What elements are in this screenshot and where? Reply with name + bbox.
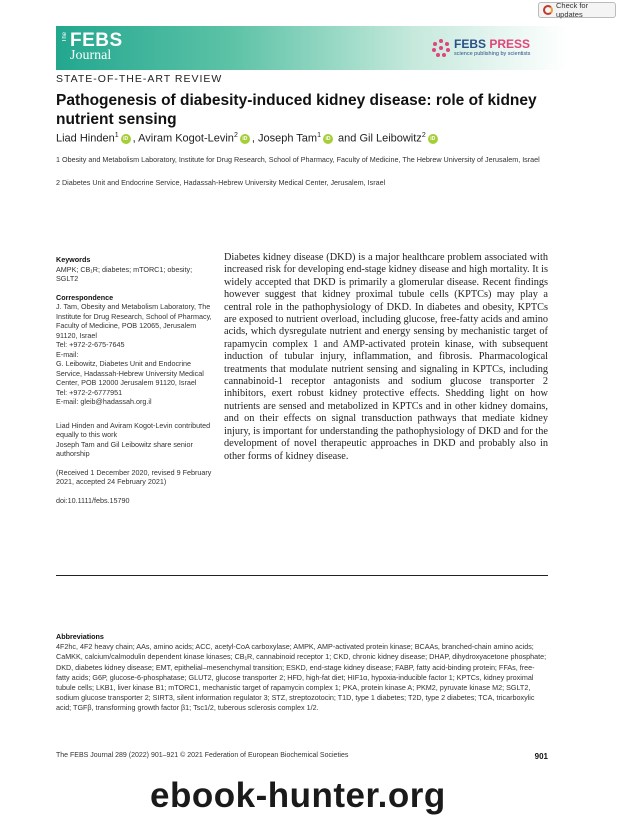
correspondence-email[interactable]: E-mail: gleib@hadassah.org.il [56,397,152,406]
section-divider [56,575,548,576]
page-footer [56,752,548,759]
correspondence-line: E-mail: [56,349,79,359]
page-number: 901 [534,752,548,761]
correspondence-line: J. Tam, Obesity and Metabolism Laboratory, The Institute for Drug Research, School of Pharmacy, Faculty of Medicine, POB 12065, Jerusalem 91120, Israel [56,302,212,340]
author-name: Liad Hinden [56,132,115,145]
author-name: Joseph Tam [257,132,318,145]
journal-name: FEBS [70,30,123,51]
journal-sub: Journal [70,48,112,63]
footer-citation: The FEBS Journal 289 (2022) 901–921 © 2021 Federation of European Biochemical Societies [56,752,349,759]
correspondence-label: Correspondence [56,292,114,302]
author-list: Liad Hinden$^1$ iD , Aviram Kogot-Levin$^2$ iD , Joseph Tam$^1$ iD and Gil Leibowitz$^2$ iD [56,132,440,145]
affiliation-2: 2 Diabetes Unit and Endocrine Service, Hadassah-Hebrew University Medical Center, Jerusalem, Israel [56,178,386,187]
febs-press-logo [432,36,552,62]
article-title: Pathogenesis of diabesity-induced kidney disease: role of kidney nutrient sensing [56,92,537,128]
crossmark-icon [543,5,553,15]
doi-link[interactable]: doi:10.1111/febs.15790 [56,495,130,505]
affiliation-1: 1 Obesity and Metabolism Laboratory, Institute for Drug Research, School of Pharmacy, Faculty of Medicine, The Hebrew University of Jerusalem, Israel [56,155,540,164]
author-name: Gil Leibowitz [359,132,422,145]
orcid-icon[interactable]: iD [240,134,250,144]
abbreviations-block [56,632,548,714]
check-for-updates-button[interactable] [538,2,616,18]
equal-contribution-note: Liad Hinden and Aviram Kogot-Levin contributed equally to this work [56,420,211,439]
senior-authorship-note: Joseph Tam and Gil Leibowitz share senior authorship [56,439,193,458]
abstract: Diabetes kidney disease (DKD) is a major healthcare problem associated with increased risk for developing end-stage kidney disease and high mortality. It is widely accepted that DKD is primarily a glomerular disease. Recent findings however suggest that kidney proximal tubule cells (KPTCs) may play a central role in the pathophysiology of DKD. In diabetes and obesity, KPTCs are exposed to nutrient overload, including glucose, free-fatty acids and amino acids, which dysregulate nutrient and energy sensing by mechanistic target of rapamycin complex 1 and AMP-activated protein kinase, with subsequent induction of tubular injury, inflammation, and fibrosis. Pharmacological treatments that modulate nutrient sensing and signaling in KPTCs, including cannabinoid-1 receptor antagonists and sodium glucose transporter 2 inhibitors, exert robust kidney protective effects. Shedding light on how nutrients are sensed and metabolized in KPTCs and in other kidney domains, and on their effects on signal transduction pathways that mediate kidney injury, is important for understanding the pathophysiology of DKD and for the development of novel therapeutic approaches in DKD and probably also in other forms of kidney disease. [224,252,548,462]
febs-press-name: FEBS PRESS [454,37,531,51]
article-type: STATE-OF-THE-ART REVIEW [56,73,223,85]
article-info-column [56,255,216,514]
orcid-icon[interactable]: iD [121,134,131,144]
abbreviations-text: 4F2hc, 4F2 heavy chain; AAs, amino acids; ACC, acetyl-CoA carboxylase; AMPK, AMP-activated protein kinase; BCAAs, branched-chain amino acids; CaMKK, calcium/calmodulin dependent kinase kinases; CB₁R, cannabinoid receptor 1; CKD, chronic kidney disease; DHAP, dihydroxyacetone phosphate; DKD, diabetes kidney disease; EMT, epithelial–mesenchymal transition; ESKD, end-stage kidney disease; FABP, fatty acid-binding protein; FFAs, free-fatty acids; G6P, glucose-6-phosphatase; GLUT2, glucose transporter 2; HFD, high-fat diet; HIF1α, hypoxia-inducible factor 1; KPTCs, kidney proximal tubule cells; LKB1, liver kinase B1; mTORC1, mechanistic target of rapamycin complex 1; PKA, protein kinase A; PKM2, pyruvate kinase M2; SGLT2, sodium glucose transporter 2; SIRT3, silent information regulator 3; STZ, streptozotocin; T1D, type 1 diabetes; T2D, type 2 diabetes; TCA, tricarboxylic acid; TGFβ, transforming growth factor β1; Tsc1/2, tuberous sclerosis complex 1/2. [56,642,547,713]
orcid-icon[interactable]: iD [428,134,438,144]
orcid-icon[interactable]: iD [323,134,333,144]
correspondence-line: Tel: +972-2-675-7645 [56,340,125,349]
author-name: Aviram Kogot-Levin [138,132,234,145]
keywords-text: AMPK; CB₁R; diabetes; mTORC1; obesity; SGLT2 [56,264,193,283]
watermark: ebook-hunter.org [150,776,446,815]
correspondence-line: G. Leibowitz, Diabetes Unit and Endocrine Service, Hadassah-Hebrew University Medical Center, POB 12000 Jerusalem 91120, Israel [56,359,204,387]
received-dates: (Received 1 December 2020, revised 9 February 2021, accepted 24 February 2021) [56,467,212,486]
check-for-updates-label: Check for updates [556,1,589,19]
abbreviations-label: Abbreviations [56,632,104,641]
correspondence-line: Tel: +972-2-6777951 [56,387,123,397]
journal-prefix: The [62,32,68,43]
keywords-label: Keywords [56,255,91,264]
febs-press-tagline: science publishing by scientists [454,51,531,57]
febs-press-dots-icon [432,39,450,57]
